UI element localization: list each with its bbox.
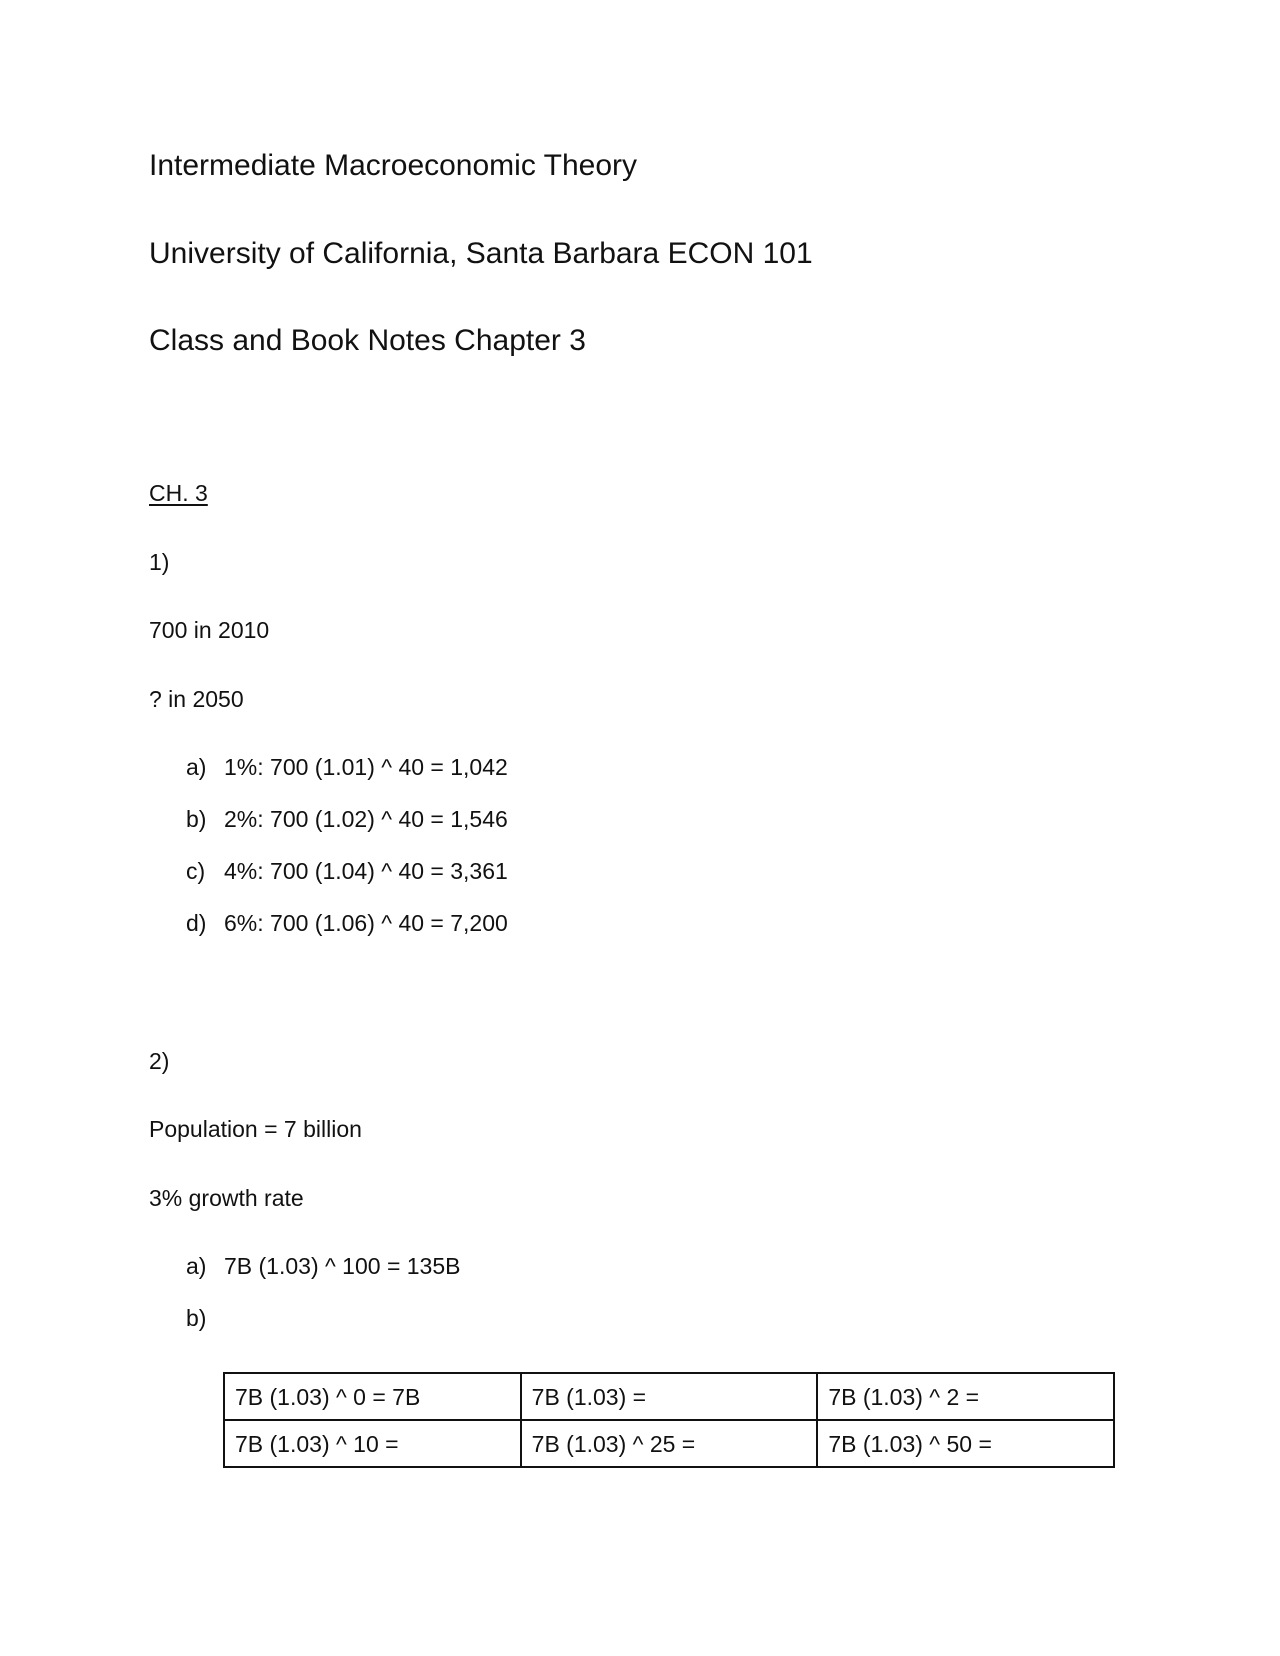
table-cell: 7B (1.03) = <box>521 1373 818 1420</box>
chapter-heading: CH. 3 <box>149 480 208 506</box>
table-row <box>224 1373 1114 1420</box>
list-item <box>186 909 508 937</box>
list-item <box>186 857 508 885</box>
course-title: Intermediate Macroeconomic Theory <box>149 149 637 182</box>
growth-table <box>223 1372 1115 1468</box>
list-item <box>186 1252 460 1280</box>
table-row <box>224 1420 1114 1467</box>
problem-1-given-start: 700 in 2010 <box>149 617 270 643</box>
list-marker: d) <box>186 910 207 936</box>
table-cell: 7B (1.03) ^ 25 = <box>521 1420 818 1467</box>
list-item-text: 7B (1.03) ^ 100 = 135B <box>224 1253 461 1279</box>
list-marker: b) <box>186 1305 207 1331</box>
table-cell: 7B (1.03) ^ 50 = <box>817 1420 1114 1467</box>
problem-1-given-end: ? in 2050 <box>149 686 244 712</box>
table-cell: 7B (1.03) ^ 10 = <box>224 1420 521 1467</box>
list-marker: a) <box>186 754 207 780</box>
problem-2-population: Population = 7 billion <box>149 1116 362 1142</box>
list-item-text: 1%: 700 (1.01) ^ 40 = 1,042 <box>224 754 508 780</box>
list-item <box>186 1304 224 1332</box>
list-item-text: 2%: 700 (1.02) ^ 40 = 1,546 <box>224 806 508 832</box>
table-cell: 7B (1.03) ^ 0 = 7B <box>224 1373 521 1420</box>
list-item <box>186 805 508 833</box>
list-marker: b) <box>186 806 207 832</box>
list-item-text: 6%: 700 (1.06) ^ 40 = 7,200 <box>224 910 508 936</box>
list-item <box>186 753 508 781</box>
notes-title: Class and Book Notes Chapter 3 <box>149 324 586 357</box>
course-info: University of California, Santa Barbara ECON 101 <box>149 237 813 270</box>
list-marker: c) <box>186 858 206 884</box>
table-cell: 7B (1.03) ^ 2 = <box>817 1373 1114 1420</box>
problem-1-number: 1) <box>149 549 170 575</box>
list-item-text: 4%: 700 (1.04) ^ 40 = 3,361 <box>224 858 508 884</box>
list-marker: a) <box>186 1253 207 1279</box>
problem-2-growth-rate: 3% growth rate <box>149 1185 304 1211</box>
problem-2-number: 2) <box>149 1048 170 1074</box>
